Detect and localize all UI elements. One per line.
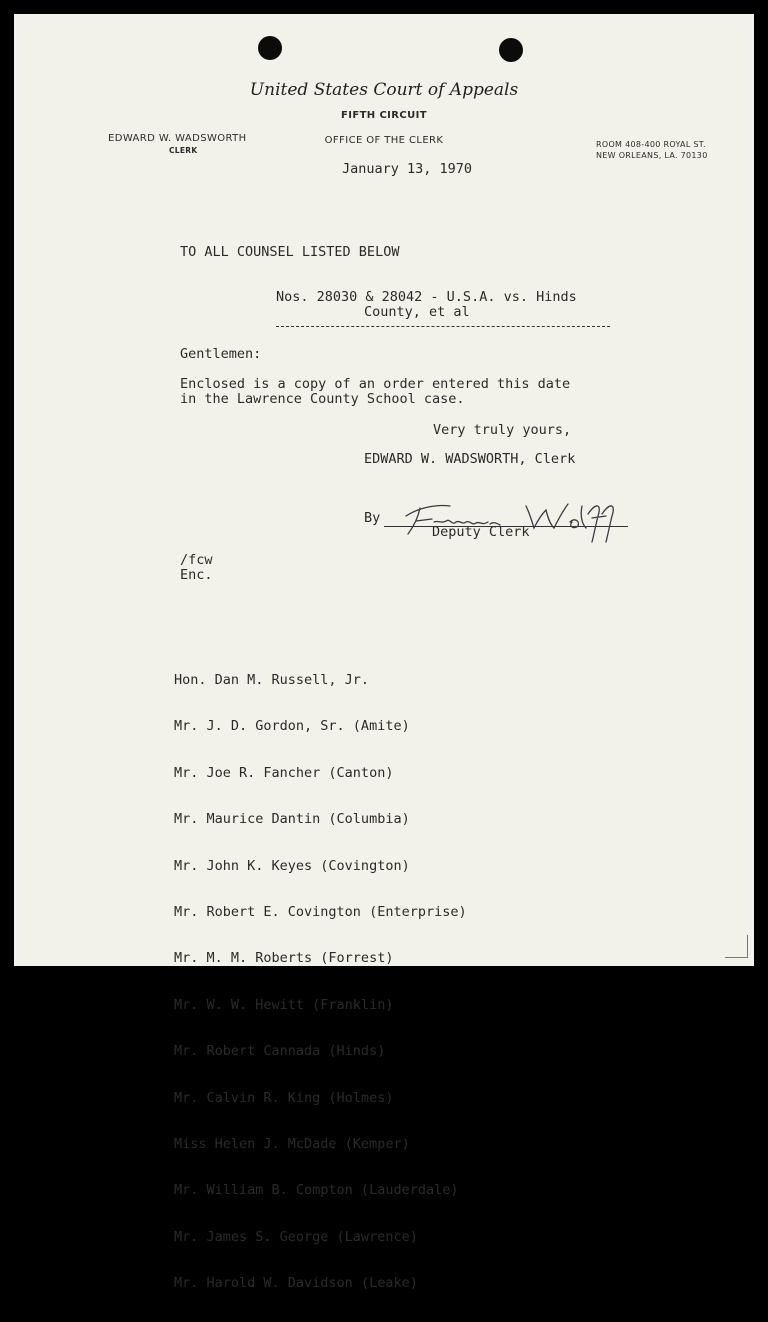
addressee: TO ALL COUNSEL LISTED BELOW	[180, 244, 400, 260]
list-item: Mr. J. D. Gordon, Sr. (Amite)	[174, 718, 410, 735]
letter-date: January 13, 1970	[342, 161, 473, 177]
page-corner-mark	[725, 935, 748, 958]
letter-page	[14, 14, 754, 1292]
typist-initials: /fcw	[180, 552, 213, 568]
salutation: Gentlemen:	[180, 346, 262, 362]
dashed-rule	[276, 326, 610, 327]
list-item: Mr. Maurice Dantin (Columbia)	[174, 811, 410, 828]
address-line-2: NEW ORLEANS, LA. 70130	[596, 151, 708, 160]
court-name: United States Court of Appeals	[249, 80, 519, 100]
list-item: Mr. John K. Keyes (Covington)	[174, 857, 410, 874]
signer-role: Deputy Clerk	[432, 524, 530, 540]
list-item: Mr. Robert Cannada (Hinds)	[174, 1043, 386, 1060]
punch-hole	[258, 36, 282, 60]
list-item: Mr. Harold W. Davidson (Leake)	[174, 1275, 418, 1292]
circuit: FIFTH CIRCUIT	[340, 110, 427, 121]
list-item: Mr. W. W. Hewitt (Franklin)	[174, 996, 394, 1013]
case-reference-line-2: County, et al	[364, 304, 470, 320]
list-item: Mr. M. M. Roberts (Forrest)	[174, 950, 394, 967]
enclosure-note: Enc.	[180, 567, 213, 583]
office-of-clerk: OFFICE OF THE CLERK	[324, 135, 444, 146]
signer-name: EDWARD W. WADSWORTH, Clerk	[364, 451, 576, 467]
address-line-1: ROOM 408-400 ROYAL ST.	[596, 140, 706, 149]
punch-hole	[499, 38, 523, 62]
clerk-title: CLERK	[169, 146, 198, 155]
closing: Very truly yours,	[433, 422, 572, 438]
body-line-1: Enclosed is a copy of an order entered this date	[180, 376, 571, 392]
list-item: Mr. James S. George (Lawrence)	[174, 1228, 418, 1245]
case-reference-line-1: Nos. 28030 & 28042 - U.S.A. vs. Hinds	[276, 289, 577, 305]
list-item: Mr. Calvin R. King (Holmes)	[174, 1089, 394, 1106]
by-label: By	[364, 510, 381, 526]
list-item: Mr. William B. Compton (Lauderdale)	[174, 1182, 459, 1199]
clerk-name: EDWARD W. WADSWORTH	[108, 133, 247, 144]
list-item: Mr. Robert E. Covington (Enterprise)	[174, 903, 467, 920]
recipient-list	[174, 642, 467, 1322]
list-item: Miss Helen J. McDade (Kemper)	[174, 1135, 410, 1152]
body-line-2: in the Lawrence County School case.	[180, 391, 465, 407]
list-item: Hon. Dan M. Russell, Jr.	[174, 672, 370, 688]
signature-text: Frances Wolff	[398, 494, 404, 495]
list-item: Mr. Joe R. Fancher (Canton)	[174, 764, 394, 781]
